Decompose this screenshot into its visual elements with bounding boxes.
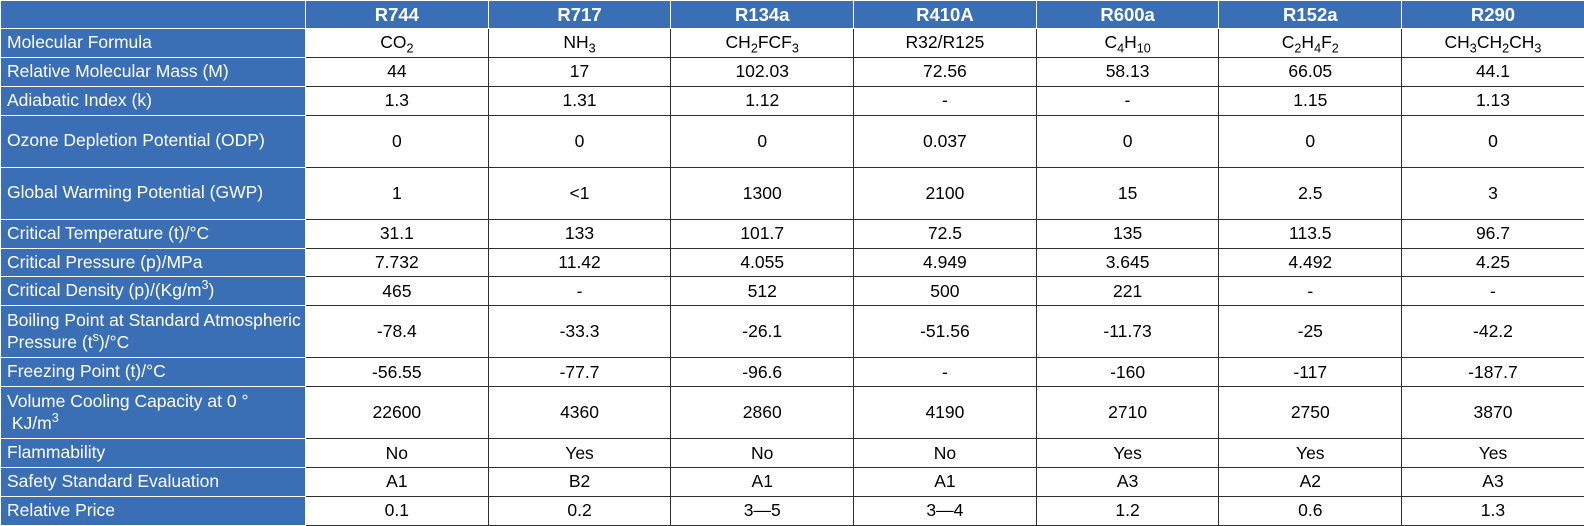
cell-value: -56.55	[306, 358, 489, 387]
cell-value: -160	[1036, 358, 1219, 387]
cell-value: $C_4H_{10}$	[1036, 29, 1219, 58]
table-corner-cell	[1, 1, 306, 29]
cell-value: 11.42	[488, 248, 671, 277]
cell-value: 135	[1036, 219, 1219, 248]
table-row	[1, 496, 1584, 525]
cell-value: 3.645	[1036, 248, 1219, 277]
cell-value: 72.5	[854, 219, 1037, 248]
cell-value: 1.15	[1219, 86, 1402, 115]
cell-value: 133	[488, 219, 671, 248]
cell-value: 4190	[854, 387, 1037, 439]
cell-value: $NH_3$	[488, 29, 671, 58]
cell-value: 2100	[854, 167, 1037, 219]
column-header-r152a: R152a	[1219, 1, 1402, 29]
cell-value: 0	[306, 115, 489, 167]
row-label: Relative Price	[1, 496, 306, 525]
cell-value: 0	[1219, 115, 1402, 167]
cell-value: 4.055	[671, 248, 854, 277]
cell-value: 58.13	[1036, 57, 1219, 86]
cell-value: -77.7	[488, 358, 671, 387]
column-header-r290: R290	[1402, 1, 1584, 29]
cell-value: 113.5	[1219, 219, 1402, 248]
cell-value: 44.1	[1402, 57, 1584, 86]
cell-value: B2	[488, 468, 671, 497]
cell-value: $C_2H_4F_2$	[1219, 29, 1402, 58]
cell-value: Yes	[1219, 439, 1402, 468]
column-header-r744: R744	[306, 1, 489, 29]
cell-value: 2710	[1036, 387, 1219, 439]
column-header-r717: R717	[488, 1, 671, 29]
cell-value: 17	[488, 57, 671, 86]
cell-value: -78.4	[306, 306, 489, 358]
table-row	[1, 29, 1584, 58]
cell-value: No	[306, 439, 489, 468]
cell-value: 512	[671, 277, 854, 306]
cell-value: 66.05	[1219, 57, 1402, 86]
column-header-r600a: R600a	[1036, 1, 1219, 29]
table-row	[1, 468, 1584, 497]
cell-value: A3	[1036, 468, 1219, 497]
cell-value: 101.7	[671, 219, 854, 248]
cell-value: 1.3	[306, 86, 489, 115]
cell-value: 1.12	[671, 86, 854, 115]
cell-value: 3870	[1402, 387, 1584, 439]
cell-value: -	[1036, 86, 1219, 115]
cell-value: A2	[1219, 468, 1402, 497]
cell-value: <1	[488, 167, 671, 219]
cell-value: 1.2	[1036, 496, 1219, 525]
table-row	[1, 387, 1584, 439]
cell-value: 0	[1402, 115, 1584, 167]
table-header	[1, 1, 1584, 29]
cell-value: -51.56	[854, 306, 1037, 358]
cell-value: 465	[306, 277, 489, 306]
cell-value: No	[671, 439, 854, 468]
row-label: Ozone Depletion Potential (ODP)	[1, 115, 306, 167]
cell-value: 0.1	[306, 496, 489, 525]
cell-value: -33.3	[488, 306, 671, 358]
cell-value: 72.56	[854, 57, 1037, 86]
cell-value: -96.6	[671, 358, 854, 387]
cell-value: -	[1402, 277, 1584, 306]
cell-value: -117	[1219, 358, 1402, 387]
cell-value: 44	[306, 57, 489, 86]
cell-value: 0	[488, 115, 671, 167]
cell-value: Yes	[488, 439, 671, 468]
cell-value: -	[854, 86, 1037, 115]
cell-value: 2.5	[1219, 167, 1402, 219]
cell-value: 7.732	[306, 248, 489, 277]
cell-value: $CH_2FCF_3$	[671, 29, 854, 58]
row-label: Relative Molecular Mass (M)	[1, 57, 306, 86]
cell-value: 3	[1402, 167, 1584, 219]
table-row	[1, 439, 1584, 468]
cell-value: 1300	[671, 167, 854, 219]
column-header-r134a: R134a	[671, 1, 854, 29]
cell-value: 3—4	[854, 496, 1037, 525]
cell-value: Yes	[1036, 439, 1219, 468]
row-label: Global Warming Potential (GWP)	[1, 167, 306, 219]
cell-value: -187.7	[1402, 358, 1584, 387]
cell-value: 4.949	[854, 248, 1037, 277]
cell-value: 1.31	[488, 86, 671, 115]
cell-value: -25	[1219, 306, 1402, 358]
cell-value: 0.6	[1219, 496, 1402, 525]
cell-value: 500	[854, 277, 1037, 306]
cell-value: $CO_2$	[306, 29, 489, 58]
row-label: Flammability	[1, 439, 306, 468]
row-label: Adiabatic Index (k)	[1, 86, 306, 115]
cell-value: -26.1	[671, 306, 854, 358]
table-row	[1, 248, 1584, 277]
column-header-r410a: R410A	[854, 1, 1037, 29]
cell-value: -	[854, 358, 1037, 387]
cell-value: 1.13	[1402, 86, 1584, 115]
cell-value: 0	[671, 115, 854, 167]
cell-value: R32/R125	[854, 29, 1037, 58]
table-body	[1, 29, 1584, 526]
table-row	[1, 219, 1584, 248]
cell-value: 15	[1036, 167, 1219, 219]
cell-value: $CH_3CH_2CH_3$	[1402, 29, 1584, 58]
row-label: Safety Standard Evaluation	[1, 468, 306, 497]
cell-value: 1	[306, 167, 489, 219]
cell-value: 0.2	[488, 496, 671, 525]
cell-value: -11.73	[1036, 306, 1219, 358]
table-row	[1, 358, 1584, 387]
cell-value: A1	[854, 468, 1037, 497]
table-row	[1, 277, 1584, 306]
cell-value: 0	[1036, 115, 1219, 167]
cell-value: 4.25	[1402, 248, 1584, 277]
cell-value: 2860	[671, 387, 854, 439]
cell-value: 22600	[306, 387, 489, 439]
table-row	[1, 167, 1584, 219]
row-label: Volume Cooling Capacity at 0 ° $KJ/m^3$	[1, 387, 306, 439]
row-label: Boiling Point at Standard Atmospheric Pressure $(t^s)/^\circ C$	[1, 306, 306, 358]
cell-value: 4.492	[1219, 248, 1402, 277]
cell-value: 2750	[1219, 387, 1402, 439]
row-label: Freezing Point (t)/°C	[1, 358, 306, 387]
table-row	[1, 115, 1584, 167]
cell-value: 96.7	[1402, 219, 1584, 248]
cell-value: Yes	[1402, 439, 1584, 468]
cell-value: A1	[306, 468, 489, 497]
row-label: Critical Temperature (t)/°C	[1, 219, 306, 248]
table-row	[1, 57, 1584, 86]
row-label: Molecular Formula	[1, 29, 306, 58]
cell-value: A1	[671, 468, 854, 497]
cell-value: A3	[1402, 468, 1584, 497]
cell-value: 3—5	[671, 496, 854, 525]
table-row	[1, 86, 1584, 115]
cell-value: 102.03	[671, 57, 854, 86]
row-label: Critical Pressure (p)/MPa	[1, 248, 306, 277]
table-header-row	[1, 1, 1584, 29]
cell-value: -	[1219, 277, 1402, 306]
table-row	[1, 306, 1584, 358]
cell-value: 221	[1036, 277, 1219, 306]
cell-value: 1.3	[1402, 496, 1584, 525]
row-label: Critical Density $(p)/(Kg/m^3)$	[1, 277, 306, 306]
cell-value: 4360	[488, 387, 671, 439]
cell-value: -42.2	[1402, 306, 1584, 358]
cell-value: 0.037	[854, 115, 1037, 167]
cell-value: -	[488, 277, 671, 306]
cell-value: No	[854, 439, 1037, 468]
cell-value: 31.1	[306, 219, 489, 248]
